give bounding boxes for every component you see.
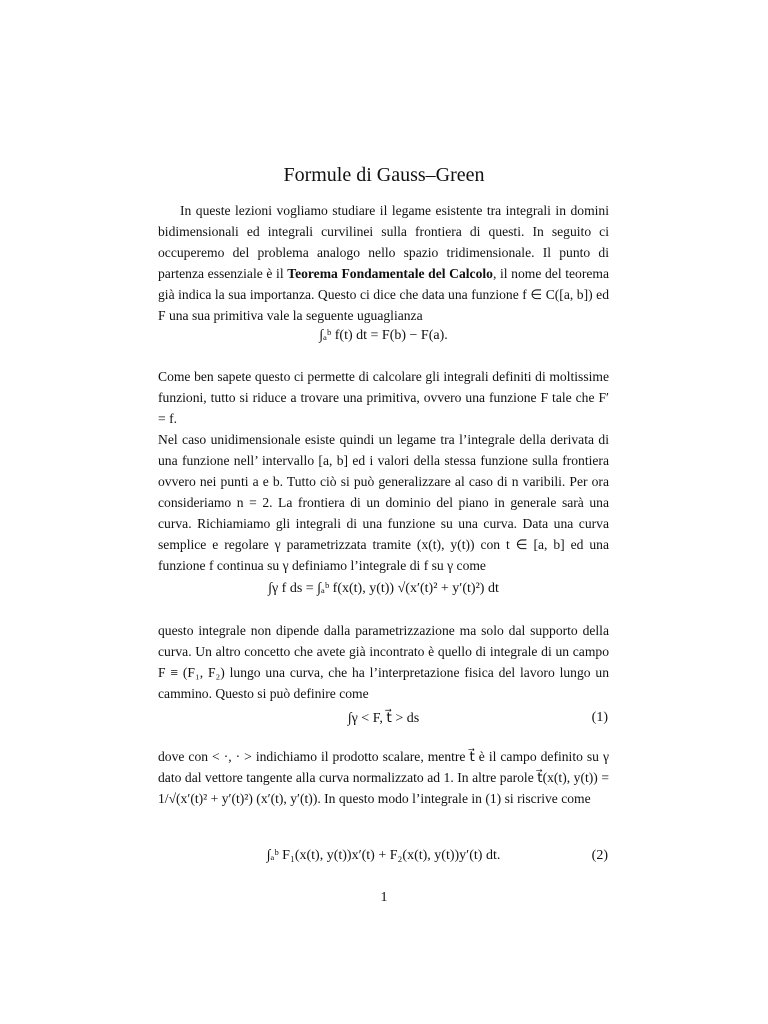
paragraph-scalar-product: dove con < ·, · > indichiamo il prodotto scalare, mentre t⃗ è il campo definito su γ dato dal vettore tangente alla curva normalizzato ad 1. In altre parole t⃗(x(t), y(t)) = 1/√(x′(t)² + y′(t)²) (x′(t), y′(t)). In questo modo l’integrale in (1) si riscrive come [158,749,609,806]
equation-1: ∫γ < F, t⃗ > ds [347,711,420,726]
equation-2: ∫ₐᵇ F₁(x(t), y(t))x′(t) + F₂(x(t), y(t))y′(t) dt. [266,848,501,863]
intro-text-cont: , il nome del teorema già indica la sua importanza. Questo ci dice che data una funzione f ∈ C([a, b]) ed F una sua primitiva vale la seguente uguaglianza [158,266,609,323]
equation-fundamental-theorem: ∫ₐᵇ f(t) dt = F(b) − F(a). [319,328,448,343]
equation-number-1: (1) [591,710,608,725]
paragraph-work-integral: questo integrale non dipende dalla parametrizzazione ma solo dal supporto della curva. Un altro concetto che avete già incontrato è quello di integrale di un campo F ≡ (F₁, F₂) lungo una curva, che ha l’interpretazione fisica del lavoro lungo un cammino. Questo si può definire come [158,623,609,701]
intro-text: In queste lezioni vogliamo studiare il legame esistente tra integrali in domini bidimensionali ed integrali curvilinei sulla frontiera di questi. In seguito ci occuperemo del problema analogo nello spazio tridimensionale. Il punto di partenza essenziale è il [158,203,609,281]
page-title: Formule di Gauss–Green [283,164,485,186]
equation-arc-length-integral: ∫γ f ds = ∫ₐᵇ f(x(t), y(t)) √(x′(t)² + y′(t)²) dt [268,581,499,596]
equation-number-2: (2) [591,848,608,863]
paragraph-primitive: Come ben sapete questo ci permette di calcolare gli integrali definiti di moltissime funzioni, tutto si riduce a trovare una primitiva, ovvero una funzione F tale che F′ = f. [158,369,609,426]
paragraph-intro [158,200,609,326]
paragraph-curve-integral: Nel caso unidimensionale esiste quindi un legame tra l’integrale della derivata di una funzione nell’ intervallo [a, b] ed i valori della stessa funzione sulla frontiera ovvero nei punti a e b. Tutto ciò si può generalizzare al caso di n varibili. Per ora consideriamo n = 2. La frontiera di un dominio del piano in generale sarà una curva. Richiamiamo gli integrali di una funzione su una curva. Data una curva semplice e regolare γ parametrizzata tramite (x(t), y(t)) con t ∈ [a, b] ed una funzione f continua su γ definiamo l’integrale di f su γ come [158,432,609,573]
theorem-name: Teorema Fondamentale del Calcolo [287,266,493,281]
page-number: 1 [380,890,388,905]
